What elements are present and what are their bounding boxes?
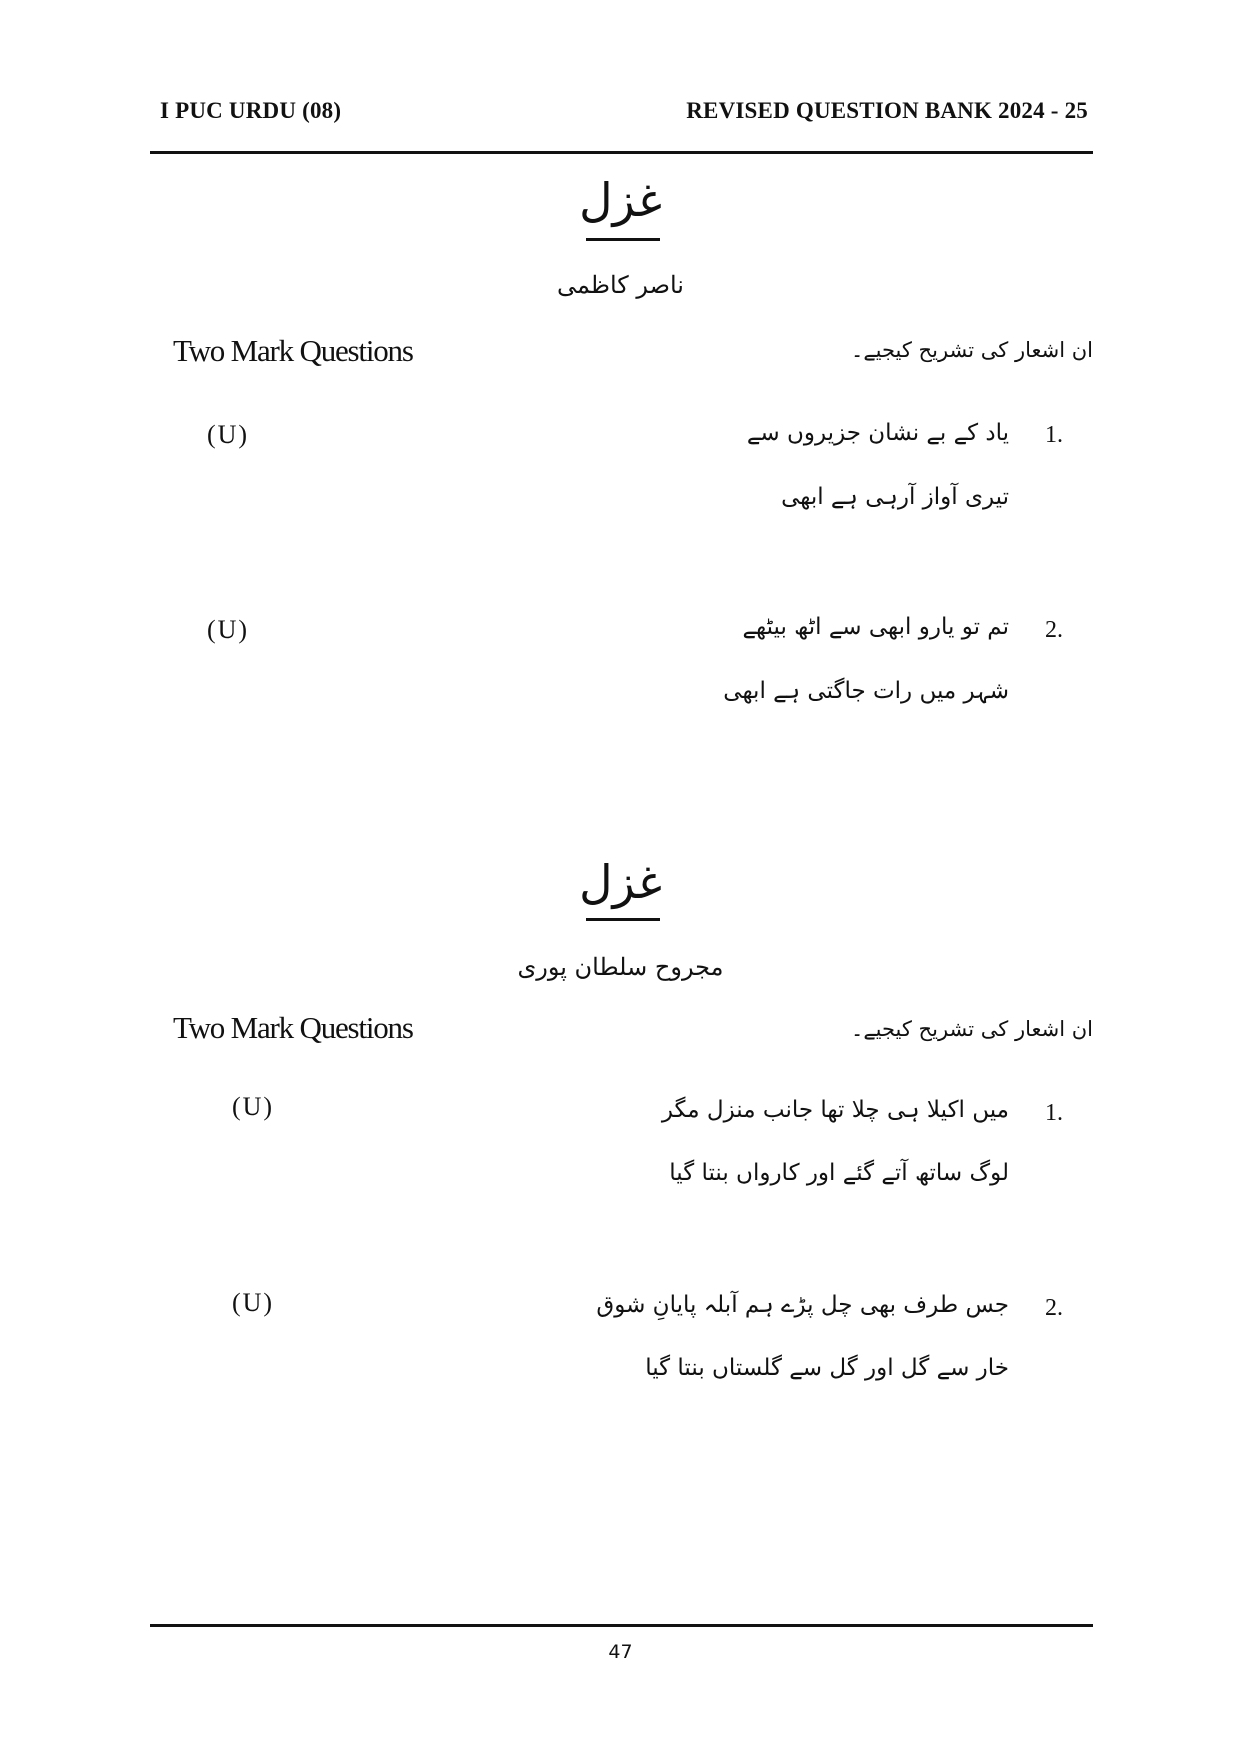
section-1-question-1-line-1: یاد کے بے نشان جزیروں سے [746, 420, 1009, 446]
section-2-question-2-number: 2. [1045, 1295, 1063, 1321]
header-question-bank-title: REVISED QUESTION BANK 2024 - 25 [686, 98, 1088, 123]
section-1-question-2-line-1: تم تو یارو ابھی سے اٹھ بیٹھے [742, 614, 1009, 640]
section-1-question-2-number: 2. [1045, 617, 1063, 643]
section-2-question-1-line-2: لوگ ساتھ آتے گئے اور کارواں بنتا گیا [669, 1160, 1009, 1186]
section-2-question-1-line-1: میں اکیلا ہی چلا تھا جانب منزل مگر [661, 1097, 1009, 1123]
section-1-poet-name: ناصر کاظمی [557, 271, 684, 299]
page-number: 47 [608, 1641, 633, 1663]
section-2-title: غزل [579, 855, 662, 909]
header-divider [150, 151, 1093, 154]
section-2-label: Two Mark Questions [173, 1010, 413, 1045]
footer-divider [150, 1624, 1093, 1627]
section-1-question-1-line-2: تیری آواز آرہی ہے ابھی [781, 484, 1009, 510]
section-1-title: غزل [579, 173, 662, 227]
section-1-title-underline [586, 238, 660, 241]
section-2-instruction: ان اشعار کی تشریح کیجیے۔ [851, 1017, 1093, 1041]
section-1-instruction: ان اشعار کی تشریح کیجیے۔ [851, 338, 1093, 362]
section-2-question-2-line-1: جس طرف بھی چل پڑے ہم آبلہ پایانِ شوق [596, 1292, 1009, 1318]
header-course-title: I PUC URDU (08) [160, 98, 342, 123]
section-1-label: Two Mark Questions [173, 333, 413, 368]
section-1-question-1-tag: (U) [207, 420, 250, 449]
section-1-question-2-line-2: شہر میں رات جاگتی ہے ابھی [723, 678, 1009, 704]
section-1-question-2-tag: (U) [207, 615, 250, 644]
section-2-question-1-number: 1. [1045, 1100, 1063, 1126]
section-2-poet-name: مجروح سلطان پوری [517, 953, 724, 981]
section-2-question-2-tag: (U) [232, 1288, 275, 1317]
section-1-question-1-number: 1. [1045, 422, 1063, 448]
section-2-question-1-tag: (U) [232, 1092, 275, 1121]
section-2-question-2-line-2: خار سے گل اور گل سے گلستاں بنتا گیا [645, 1355, 1009, 1381]
section-2-title-underline [586, 918, 660, 921]
